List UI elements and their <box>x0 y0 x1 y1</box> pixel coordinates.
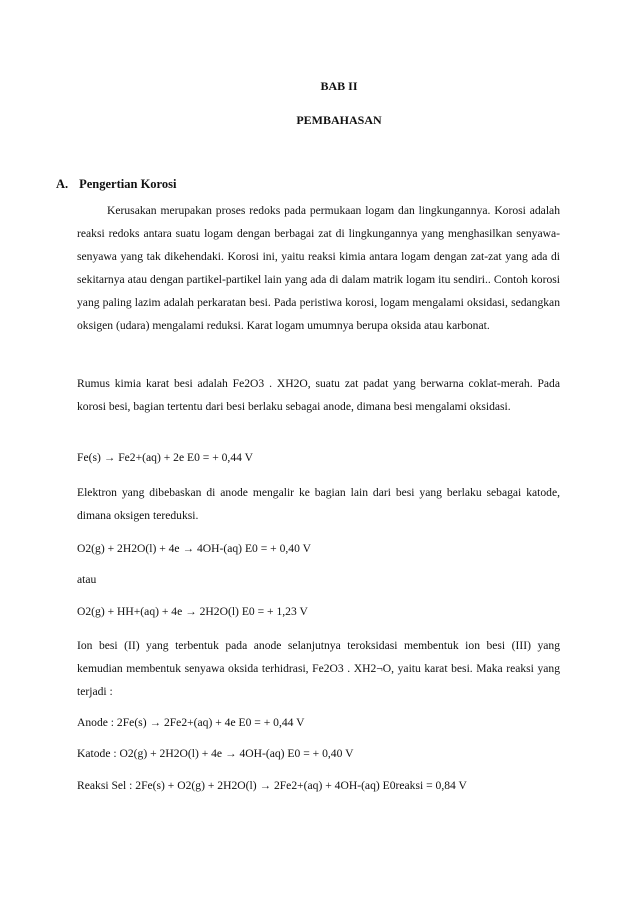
section-heading <box>56 177 176 192</box>
equation-reduction: O2(g) + 2H2O(l) + 4e → 4OH-(aq) E0 = + 0,40 V <box>77 542 311 555</box>
equation-or: atau <box>77 573 97 586</box>
equation-reduction-acid: O2(g) + HH+(aq) + 4e → 2H2O(l) E0 = + 1,23 V <box>77 605 308 618</box>
chapter-title: BAB II <box>320 79 358 93</box>
paragraph-electron <box>77 481 560 527</box>
section-number: A. <box>56 177 69 191</box>
paragraph-text: Ion besi (II) yang terbentuk pada anode selanjutnya teroksidasi membentuk ion besi (III) yang kemudian membentuk senyawa oksida terhidrasi, Fe2O3 . XH2¬O, yaitu karat besi. Maka reaksi yang terjadi : <box>77 639 560 699</box>
equation-oxidation: Fe(s) → Fe2+(aq) + 2e E0 = + 0,44 V <box>77 451 253 464</box>
equation-anode: Anode : 2Fe(s) → 2Fe2+(aq) + 4e E0 = + 0,44 V <box>77 716 305 729</box>
equation-cathode: Katode : O2(g) + 2H2O(l) + 4e → 4OH-(aq) E0 = + 0,40 V <box>77 747 354 760</box>
paragraph-text: Rumus kimia karat besi adalah Fe2O3 . XH2O, suatu zat padat yang berwarna coklat-merah. Pada korosi besi, bagian tertentu dari besi berlaku sebagai anode, dimana besi mengalami oksidasi. <box>77 377 560 414</box>
paragraph-text: Elektron yang dibebaskan di anode mengalir ke bagian lain dari besi yang berlaku sebagai katode, dimana oksigen tereduksi. <box>77 486 560 523</box>
chapter-subtitle: PEMBAHASAN <box>296 113 382 127</box>
equation-cell-reaction: Reaksi Sel : 2Fe(s) + O2(g) + 2H2O(l) → 2Fe2+(aq) + 4OH-(aq) E0reaksi = 0,84 V <box>77 779 467 792</box>
paragraph-text: Kerusakan merupakan proses redoks pada permukaan logam dan lingkungannya. Korosi adalah reaksi redoks antara suatu logam dengan berbagai zat di lingkungannya yang menghasilkan senyawa-senyawa yang tak dikehendaki. Korosi ini, yaitu reaksi kimia antara logam dengan zat-zat yang ada di sekitarnya atau dengan partikel-partikel lain yang ada di dalam matrik logam itu sendiri.. Contoh korosi yang paling lazim adalah perkaratan besi. Pada peristiwa korosi, logam mengalami oksidasi, sedangkan oksigen (udara) mengalami reduksi. Karat logam umumnya berupa oksida atau karbonat. <box>77 204 560 333</box>
paragraph-rust-formula <box>77 372 560 418</box>
section-title: Pengertian Korosi <box>79 177 177 191</box>
paragraph-definition <box>77 199 560 338</box>
paragraph-ion <box>77 634 560 703</box>
